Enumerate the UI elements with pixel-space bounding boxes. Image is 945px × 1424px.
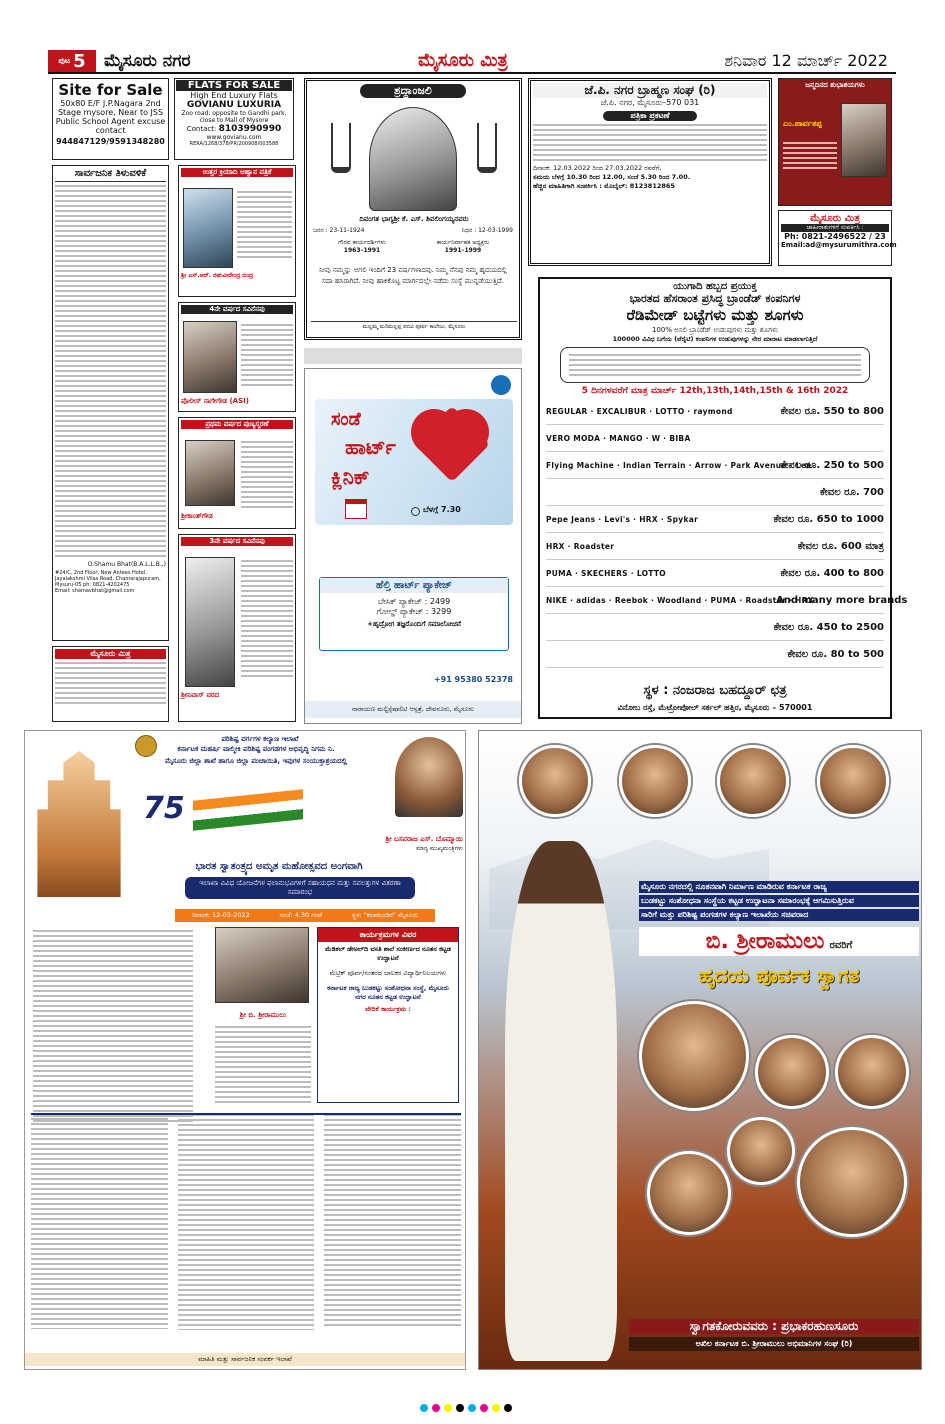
brand-names: HRX · Roadster [546,541,615,551]
brand-names: VERO MODA · MANGO · W · BIBA [546,433,691,443]
tribute-3 [178,417,296,529]
clothes-sale-ad [538,277,908,719]
tribute-2 [178,302,296,412]
tribute-3-name: ಶ್ರೀಕಾಂತ್‌ಗೌಡ [181,512,213,520]
mitra-small-title: ಮೈಸೂರು ಮಿತ್ರ [55,649,166,659]
obituary-role-2 [413,239,513,254]
cm-photo [395,737,463,817]
dignitaries-mid [215,1023,311,1106]
tribute-2-photo [183,321,237,393]
program-title: ಕಾರ್ಯಕ್ರಮಗಳ ವಿವರ [318,928,458,942]
flats-sale-sub: High End Luxury Flats [190,91,278,100]
brahmana-contact: ಹೆಚ್ಚಿನ ಮಾಹಿತಿಗಾಗಿ ಸಂಪರ್ಕಿಸಿ : ಮೊಬೈಲ್: 8123812865 [533,182,675,190]
flats-sale-desc: Zoo road: opposite to Gandhi park, close to Mall of Mysore [181,110,287,124]
brand-price: ಕೇವಲ ರೂ. 450 to 2500 [773,621,884,633]
program-box [317,927,459,1103]
palace-illustration [27,751,131,897]
advocate-address: #24/C, 2nd Floor, New Antees Hotel, Jayalakshmi Vilas Road, Chamarajapuram, Mysuru-05 ph: 0821-4202475 [55,570,161,588]
brand-price: ಕೇವಲ ರೂ. 550 to 800 [780,405,884,417]
welcome-by: ಸ್ವಾಗತಕೋರುವವರು : ಪ್ರಭಾಕರಹುಣಸೂರು [629,1319,919,1334]
heart-footer: ನಾರಾಯಣ ಮಲ್ಟಿಸ್ಪೆಷಾಲಿಟಿ ಆಸ್ಪತ್ರೆ, ದೇವನೂರು, ಮೈಸೂರು [305,701,521,718]
program-4: ವೇದಿಕೆ ಕಾರ್ಯಕ್ರಮ : [365,1005,411,1013]
supporter-photo-4 [647,1151,731,1235]
page-no: 5 [73,50,86,72]
obituary-message: ನೀವು ನಮ್ಮನ್ನು ಅಗಲಿ ಇಂದಿಗೆ 23 ವರ್ಷಗಳಾದವು. ನಿಮ್ಮ ನೆನಪು ನಮ್ಮ ಹೃದಯದಲ್ಲಿ ಸದಾ ಹಸಿರಾಗಿದೆ. ನೀವು ಹಾಕಿಕೊಟ್ಟ ಮಾರ್ಗದಲ್ಲೇ ನಡೆದು ಸಂಸ್ಥೆ ಮುನ್ನಡೆಯುತ್ತಿದೆ. [319,266,507,285]
brahmana-addr: ಜೆ.ಪಿ. ನಗರ, ಮೈಸೂರು–570 031 [600,98,700,107]
guests-lines [31,1115,461,1329]
govt-h3: ಮೈಸೂರು ಜಿಲ್ಲಾ ಶಾಖೆ ಹಾಗೂ ಜಿಲ್ಲಾ ಪಂಚಾಯಿತಿ, ಇವುಗಳ ಸಂಯುಕ್ತಾಶ್ರಯದಲ್ಲಿ [165,757,347,765]
supporter-photo-6 [797,1127,907,1237]
role-1-years: 1963–1991 [343,247,381,254]
welcome-name: ಬಿ. ಶ್ರೀರಾಮುಲು [705,929,825,954]
package-gold: ಗೋಲ್ಡ್ ಪ್ಯಾಕೇಜ್ : 3299 [376,607,452,616]
flats-sale-title: FLATS FOR SALE [176,80,292,91]
flats-rera: RERA/1268/378/PR/200908/003588 [189,141,279,147]
paper-name: ಮೈಸೂರು ಮಿತ್ರ [418,50,508,71]
brand-row [546,587,908,614]
tribute-4-title: 3ನೇ ವರ್ಷದ ಸವಿನೆನಪು [181,537,293,546]
brand-names: PUMA · SKECHERS · LOTTO [546,568,666,578]
mitra-box-title: ಮೈಸೂರು ಮಿತ್ರ [810,213,860,224]
tribute-1-photo [183,188,233,268]
site-sale-title: Site for Sale [58,81,163,99]
brand-price: ಕೇವಲ ರೂ. 650 to 1000 [773,513,884,525]
minister-figure [505,841,617,1361]
brand-price-list [546,398,908,668]
govt-date-row [175,909,435,922]
dignitaries-left [33,927,193,1125]
supporter-photo-1 [639,1001,749,1111]
welcome-line-1: ಮೈಸೂರು ನಗರದಲ್ಲಿ ನೂತನವಾಗಿ ನಿರ್ಮಾಣ ಮಾಡಿರುವ ಕರ್ನಾಟಕ ರಾಜ್ಯ [639,881,919,893]
role-1-label: ಗೌರವ ಕಾರ್ಯದರ್ಶಿಗಳು [338,239,386,246]
issue-date: ಶನಿವಾರ 12 ಮಾರ್ಚ್ 2022 [724,51,888,70]
site-sale-phone: 944847129/9591348280 [56,137,165,146]
welcome-ad [478,730,922,1370]
clothes-dates: 5 ದಿನಗಳವರೆಗೆ ಮಾತ್ರ ಮಾರ್ಚ್ 12th,13th,14th,15th & 16th 2022 [581,386,849,396]
heart-title-3: ಕ್ಲಿನಿಕ್ [331,465,370,489]
birthday-lines [783,139,837,172]
lamp-icon [477,123,497,173]
brand-row [546,398,884,425]
site-sale-body: 50x80 E/F J.P.Nagara 2nd Stage mysore, Near to JSS Public School Agent excuse contact [55,99,166,135]
section-name: ಮೈಸೂರು ನಗರ [104,51,191,71]
page-number-badge [48,50,96,72]
clothes-line-2: ರೆಡಿಮೇಡ್ ಬಟ್ಟೆಗಳು ಮತ್ತು ಶೂಗಳು [626,306,804,324]
obituary-born: ಜನನ : 23-11-1924 [313,227,365,234]
advocate-email: Email: shamavbhat@gmail.com [55,588,135,594]
program-3: ಕರ್ನಾಟಕ ರಾಜ್ಯ ಬುಡಕಟ್ಟು ಸಂಶೋಧನಾ ಸಂಸ್ಥೆ, ಮೈಸೂರು ನಗರ ನೂತನ ಕಟ್ಟಡ ಉದ್ಘಾಟನೆ [327,984,449,1001]
flats-sale-brand: GOVIANU LUXURIA [186,100,282,110]
public-notice-title: ಸಾರ್ವಜನಿಕ ತಿಳುವಳಿಕೆ [55,168,166,182]
flats-phone: 8103990990 [218,124,282,134]
package-basic: ಬೇಸಿಕ್ ಪ್ಯಾಕೇಜ್ : 2499 [377,597,451,606]
package-box [319,577,509,651]
birthday-ad [778,78,892,206]
tribute-2-text [241,321,293,389]
brahmana-notice-label: ಪತ್ರಿಕಾ ಪ್ರಕಟಣೆ [603,111,697,121]
clothes-line-4: 100000 ವಿವಿಧ ಬಗೆಯ (ವೆರೈಟಿ) ಕಂಪನಿಗಳ ಉಡುಪುಗಳನ್ನು ನೇರ ಮಾರಾಟ ಮಾಡಲಾಗುತ್ತಿದೆ [612,335,818,343]
heart-shape-icon [443,409,489,455]
lamp-icon [331,123,351,173]
brand-row [546,641,884,668]
tribute-4-name: ಶ್ರೀನಿವಾಸ್ ವರದ [181,691,220,699]
event-group-photo [215,927,309,1003]
flag-stripes [193,789,303,831]
tribute-1 [178,165,296,297]
tribute-2-name: ಪೊಲೀಸ್ ನಾಗೇಗೌಡ (ASI) [181,397,249,405]
cm-name: ಶ್ರೀ ಬಸವರಾಜ ಎಸ್. ಬೊಮ್ಮಾಯಿ [385,835,463,843]
tribute-4-photo [185,557,235,687]
presence-name: ಶ್ರೀ ಬಿ. ಶ್ರೀರಾಮುಲು [239,1011,287,1019]
brand-row [546,560,884,587]
flats-contact-row [176,124,292,134]
tribute-3-title: ಪ್ರಥಮ ವರ್ಷದ ಪುಣ್ಯಸ್ಮರಣೆ [181,420,293,429]
govt-event-subtitle: ಇಲಾಖಾ ವಿವಿಧ ಯೋಜನೆಗಳ ಫಲಾನುಭವಿಗಳಿಗೆ ಸಹಾಯಧನ ಮತ್ತು ಸವಲತ್ತುಗಳ ವಿತರಣಾ ಸಮಾರಂಭ [185,877,415,899]
brand-names: NIKE · adidas · Reebok · Woodland · PUMA · Roadster · HRX [546,595,814,605]
mitra-small-box [52,646,169,722]
welcome-org: ಅಖಿಲ ಕರ್ನಾಟಕ ಬಿ. ಶ್ರೀರಾಮುಲು ಅಭಿಮಾನಿಗಳ ಸಂಘ (ರಿ) [629,1337,919,1351]
govt-footer: ಮಾಹಿತಿ ಮತ್ತು ಸಾರ್ವಜನಿಕ ಸಂಪರ್ಕ ಇಲಾಖೆ [25,1353,465,1366]
welcome-greeting: ಹೃದಯ ಪೂರ್ವಕ ಸ್ವಾಗತ [698,963,860,987]
tribute-4-text [241,557,293,680]
brand-row [546,425,884,452]
brand-row [546,506,884,533]
brand-row [546,452,884,479]
obituary-title: ಶ್ರದ್ಧಾಂಜಲಿ [360,84,466,98]
brand-names: Pepe Jeans · Levi's · HRX · Spykar [546,514,699,524]
tribute-1-title: ಉತ್ತರ ಕ್ರಿಯಾದಿ ಆಹ್ವಾನ ಪತ್ರಿಕೆ [181,168,293,177]
brand-names: Flying Machine · Indian Terrain · Arrow · Park Avenue · Lee [546,460,812,470]
clothes-venue: ಸ್ಥಳ : ನಂಜರಾಜ ಬಹದ್ದೂರ್ ಛತ್ರ [643,683,787,698]
tribute-1-text [237,188,292,261]
welcome-name-suffix: ರವರಿಗೆ [829,940,853,951]
clothes-venue-addr: ವಿನೋಬ ರಸ್ತೆ, ಮೆಟ್ರೋಪೋಲ್ ಸರ್ಕಲ್ ಹತ್ತಿರ, ಮೈಸೂರು – 570001 [617,703,813,712]
clock-icon [411,507,420,516]
govt-h1: ಪರಿಶಿಷ್ಟ ವರ್ಗಗಳ ಕಲ್ಯಾಣ ಇಲಾಖೆ [221,735,299,743]
brand-price: And many more brands [776,594,908,606]
leader-photo-1 [519,745,591,817]
brand-row [546,479,884,506]
supporter-photo-5 [727,1117,795,1185]
govt-event-ad [24,730,466,1370]
advocate-name: O.Shamu Bhat(B.A.L.L.B.,) [87,561,166,568]
cm-role: ಮಾನ್ಯ ಮುಖ್ಯಮಂತ್ರಿಗಳು [416,845,463,852]
brand-price: ಕೇವಲ ರೂ. 250 to 500 [780,459,884,471]
govt-time: ಸಂಜೆ: 4.30 ಗಂಟೆ [279,911,323,919]
brahmana-notice [528,78,772,266]
tribute-2-title: 4ನೇ ವರ್ಷದ ಸವಿನೆನಪು [181,305,293,314]
obituary-ad [304,78,522,340]
package-title: ಹೆಲ್ತಿ ಹಾರ್ಟ್ ಪ್ಯಾಕೇಜ್ [320,578,508,593]
site-sale-ad [52,78,169,160]
brand-row [546,614,884,641]
tribute-3-text [241,438,293,511]
brahmana-time: ಸಮಯ ಬೆಳಗ್ಗೆ 10.30 ರಿಂದ 12.00, ಸಂಜೆ 5.30 ರಿಂದ 7.00. [533,173,691,181]
masthead [48,50,896,74]
govt-venue: ಸ್ಥಳ: "ಕಲಾಮಂದಿರ" ಮೈಸೂರು [351,911,419,919]
flats-contact-label: Contact: [186,125,217,133]
birthday-name: ಎಂ.ಪಾರ್ವತಪ್ಪ [783,119,822,128]
mitra-box-email: Email:ad@mysurumithra.com [781,241,897,249]
govt-date: ದಿನಾಂಕ: 12-03-2022 [191,911,250,919]
obituary-footer: ಮಲ್ಲಮ್ಮ ಮರಿಮಲ್ಲಪ್ಪ ಪದವಿ ಪೂರ್ವ ಕಾಲೇಜು, ಮೈಸೂರು [311,321,517,331]
clothes-top: ಯುಗಾದಿ ಹಬ್ಬದ ಪ್ರಯುಕ್ತ [673,281,757,292]
flats-web: www.govianu.com [206,134,262,141]
obituary-role-1 [313,239,411,254]
welcome-line-3: ಸಾರಿಗೆ ಮತ್ತು ಪರಿಶಿಷ್ಟ ಪಂಗಡಗಳ ಕಲ್ಯಾಣ ಇಲಾಖೆಯ ಸಚಿವರಾದ [639,909,919,921]
registration-dots [420,1404,530,1412]
tribute-3-photo [185,440,235,506]
supporter-photo-3 [835,1035,909,1109]
program-2: ಮೆಟ್ರಿಕ್ ಪೂರ್ವ/ನಂತರದ ಬಾಲಕರ ವಿದ್ಯಾರ್ಥಿನಿಲಯಗಳು [329,969,447,977]
public-notice [52,165,169,641]
package-consult: +ಹೃದ್ರೋಗ ತಜ್ಞರೊಂದಿಗೆ ಸಮಾಲೋಚನೆ [367,620,461,628]
heart-time: ಬೆಳಗ್ಗೆ 7.30 [423,505,461,514]
brand-row [546,533,884,560]
role-2-years: 1991–1999 [444,247,482,254]
govt-h2: ಕರ್ನಾಟಕ ಮಹರ್ಷಿ ವಾಲ್ಮೀಕಿ ಪರಿಶಿಷ್ಟ ಪಂಗಡಗಳ ಅಭಿವೃದ್ಧಿ ನಿಗಮ ನಿ. [177,745,335,753]
welcome-name-row [639,927,919,956]
brand-price: ಕೇವಲ ರೂ. 400 to 800 [780,567,884,579]
mitra-contact-box [778,210,897,266]
birthday-photo [841,103,887,177]
clothes-line-3: 100% ಅಸಲಿ ಬ್ರಾಂಡೆಡ್ ಉಡುಪುಗಳು ಮತ್ತು ಶೂಗಳು [651,326,779,334]
role-2-label: ಕಾರ್ಯನಿರ್ವಾಹಕ ಅಧ್ಯಕ್ಷರು [436,239,490,246]
mitra-box-sub: ಜಾಹೀರಾತುಗಳಿಗೆ ಸಂಪರ್ಕಿಸಿ : [781,224,889,232]
heart-banner [315,399,513,525]
brand-names: REGULAR · EXCALIBUR · LOTTO · raymond [546,406,733,416]
calendar-icon [345,499,367,519]
clothes-line-1: ಭಾರತದ ಹೆಸರಾಂತ ಪ್ರಸಿದ್ಧ ಬ್ರಾಂಡೆಡ್ ಕಂಪನಿಗಳ [629,292,801,305]
clothes-list-box [560,347,870,383]
heart-title-2: ಹಾರ್ಟ್ [345,435,396,459]
brahmana-dates: ದಿನಾಂಕ: 12.03.2022 ರಿಂದ 27.03.2022 ರವರೆಗೆ, [533,164,662,172]
guests-grid [31,1113,461,1343]
obituary-died: ನಿಧನ : 12-03-1999 [461,227,513,234]
brand-price: ಕೇವಲ ರೂ. 80 to 500 [787,648,884,660]
page-label: ಪುಟ [58,56,71,65]
notice-text-lines [55,185,166,557]
heart-phone: +91 95380 52378 [433,675,513,684]
program-1: ಮೆಡಿಕಲ್ ಡೇಅಲ್‌ದಿ ವಸತಿ ಶಾಲೆ ಸಂಕೀರ್ಣದ ನೂತನ ಕಟ್ಟಡ ಉದ್ಘಾಟನೆ [325,945,451,962]
leader-photo-2 [619,745,691,817]
welcome-line-2: ಬುಡಕಟ್ಟು ಸಂಶೋಧನಾ ಸಂಸ್ಥೆಯ ಕಟ್ಟಡ ಉದ್ಘಾಟನಾ ಸಮಾರಂಭಕ್ಕೆ ಆಗಮಿಸುತ್ತಿರುವ [639,895,919,907]
hospital-logo-icon [491,375,511,395]
brahmana-text [533,124,767,161]
gray-spacer [304,348,522,364]
heart-clinic-ad [304,368,522,724]
tribute-1-name: ಶ್ರೀ ಎಸ್.ಆರ್. ರಘುವೀರೇಂದ್ರ ಬಿಂದ್ರ [181,272,254,279]
obituary-photo [369,107,457,211]
tribute-4 [178,534,296,722]
azadi-75-logo: 75 [143,791,185,826]
brand-price: ಕೇವಲ ರೂ. 700 [820,486,884,498]
leader-photo-4 [817,745,889,817]
brahmana-title: ಜೆ.ಪಿ. ನಗರ ಬ್ರಾಹ್ಮಣ ಸಂಘ (ರಿ) [533,83,767,98]
supporter-photo-2 [755,1035,829,1109]
mitra-small-lines [55,662,166,704]
mitra-box-phone: Ph: 0821-2496522 / 23 [784,232,886,241]
leader-photo-3 [717,745,789,817]
flats-sale-ad [174,78,294,160]
obituary-name: ದಿವಂಗತ ಭಾಗ್ಯಶ್ರೀ ಕೆ. ಎಸ್. ಶಿವಲಿಂಗಯ್ಯನವರು [359,215,469,223]
birthday-title: ಜನ್ಮದಿನದ ಶುಭಾಶಯಗಳು [805,81,865,89]
heart-title-1: ಸಂಡೆ [331,409,361,430]
govt-event-title: ಭಾರತ ಸ್ವಾತಂತ್ರ್ಯದ ಅಮೃತ ಮಹೋತ್ಸವದ ಅಂಗವಾಗಿ [195,861,363,872]
brand-price: ಕೇವಲ ರೂ. 600 ಮಾತ್ರ [797,540,884,552]
